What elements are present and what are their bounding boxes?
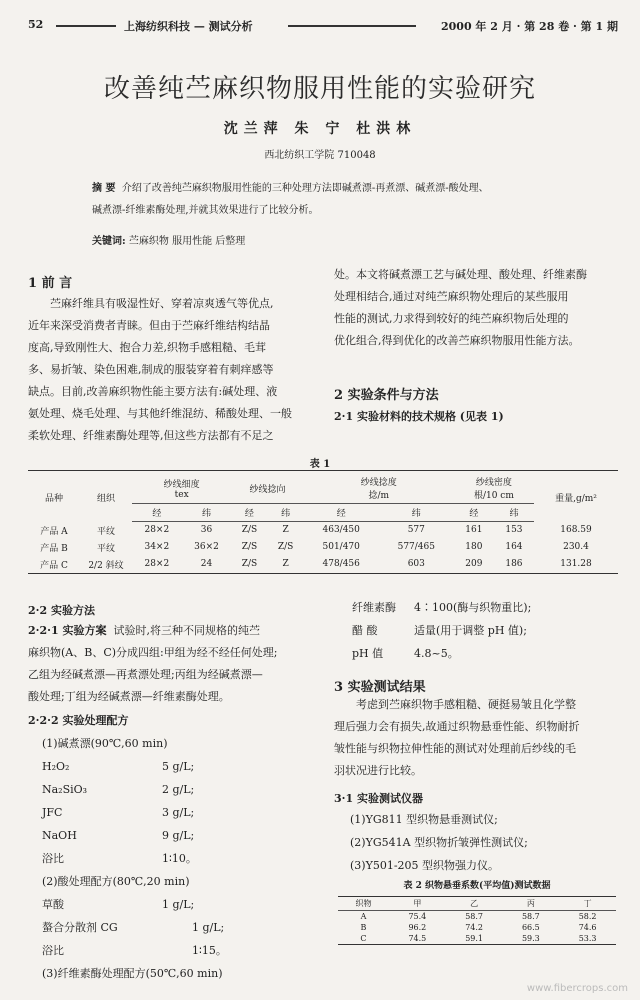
recipe-line	[352, 619, 622, 642]
recipe-title: (1)碱煮漂(90℃,60 min)	[42, 737, 168, 750]
table-cell: 28×2	[144, 559, 170, 569]
recipe-key: Na₂SiO₃	[42, 783, 88, 796]
table-cell: Z/S	[241, 525, 258, 536]
table-header: 纱线捻度 捻/m	[304, 473, 454, 504]
section-2-heading: 2 实验条件与方法	[334, 388, 439, 403]
recipe-value: 1∶15。	[192, 944, 227, 957]
table-cell: 603	[407, 559, 425, 569]
section-2-2-1-heading: 2·2·1 实验方案	[28, 624, 107, 637]
table-cell: Z	[282, 525, 289, 536]
table-cell: 153	[505, 525, 523, 536]
recipe-key: 醋 酸	[352, 624, 378, 637]
para-line: 试验时,将三种不同规格的纯苎	[113, 624, 260, 637]
section-3-heading: 3 实验测试结果	[334, 680, 426, 695]
table-row	[338, 911, 616, 923]
table-cell: Z/S	[241, 559, 258, 569]
section-3-1-heading: 3·1 实验测试仪器	[334, 792, 423, 805]
recipe-key: JFC	[42, 806, 63, 819]
table-cell: 平纹	[96, 543, 115, 554]
header-rule	[288, 25, 416, 27]
para-line: 近年来深受消费者青睐。但由于苎麻纤维结构结晶	[28, 319, 270, 332]
table-cell: 59.1	[465, 934, 483, 943]
recipe-value: 4∶100(酶与织物重比);	[414, 601, 532, 614]
table-cell: 478/456	[322, 559, 360, 569]
recipe-line	[42, 801, 302, 824]
recipe-key: 草酸	[42, 898, 64, 911]
table-cell: 463/450	[322, 525, 360, 536]
table-1	[28, 470, 618, 574]
table-cell: 74.5	[408, 934, 427, 943]
recipe-value: 1 g/L;	[162, 898, 195, 911]
page-number: 52	[28, 18, 44, 31]
table-cell: 2/2 斜纹	[88, 560, 124, 571]
table-cell: 577	[407, 525, 425, 536]
recipe-value: 3 g/L;	[162, 806, 195, 819]
recipe-value: 4.8~5。	[414, 647, 459, 660]
section-1-continued	[334, 264, 618, 352]
table-cell: 209	[465, 559, 483, 569]
table-subheader: 纬	[494, 504, 534, 522]
instrument-list	[350, 808, 620, 877]
table-cell: 66.5	[521, 923, 540, 932]
table-cell: 36	[200, 525, 213, 536]
recipe-value: 2 g/L;	[162, 783, 195, 796]
table-cell: 59.3	[521, 934, 540, 943]
keywords-text: 苎麻织物 服用性能 后整理	[128, 236, 246, 247]
table-cell: Z	[282, 559, 289, 569]
table-cell: 501/470	[322, 542, 360, 552]
watermark: www.fibercrops.com	[526, 983, 628, 994]
para-line: 皱性能与织物拉伸性能的测试对处理前后纱线的毛	[334, 742, 576, 755]
para-line: 羽状况进行比较。	[334, 764, 422, 777]
table-cell: B	[360, 923, 367, 932]
section-2-2-2-heading: 2·2·2 实验处理配方	[28, 714, 129, 727]
table-header: 纱线密度 根/10 cm	[454, 473, 534, 504]
table-header: 乙	[470, 899, 479, 908]
issue-info: 2000 年 2 月 · 第 28 卷 · 第 1 期	[440, 20, 618, 33]
recipe-line	[42, 778, 302, 801]
para-line: 苎麻纤维具有吸湿性好、穿着凉爽透气等优点,	[50, 297, 274, 310]
table-cell: 577/465	[397, 542, 435, 552]
recipe-key: NaOH	[42, 829, 77, 842]
list-item: (3)Y501-205 型织物强力仪。	[350, 859, 500, 872]
table-cell: 28×2	[144, 525, 170, 536]
para-line: 缺点。目前,改善麻织物性能主要方法有:碱处理、液	[28, 385, 278, 398]
table-cell: 168.59	[560, 525, 592, 535]
table-cell: 131.28	[560, 559, 592, 569]
table-subheader: 经	[132, 504, 182, 522]
recipe-value: 适量(用于调整 pH 值);	[414, 624, 527, 637]
table-cell: 58.7	[465, 912, 483, 921]
table-header: 甲	[413, 899, 422, 908]
table-header: 织物	[355, 899, 372, 908]
table-cell: Z/S	[277, 542, 294, 552]
table-cell: 58.7	[521, 912, 540, 921]
recipe-title: (3)纤维素酶处理配方(50℃,60 min)	[42, 967, 223, 980]
header-rule	[56, 25, 116, 27]
recipes	[42, 732, 302, 985]
table-row	[28, 539, 618, 556]
table-row	[338, 933, 616, 945]
table-header: 组织	[96, 493, 115, 504]
table-cell: 产品 A	[40, 526, 68, 537]
authors: 沈兰萍 朱 宁 杜洪林	[223, 121, 417, 137]
recipe-value: 5 g/L;	[162, 760, 195, 773]
table-cell: A	[360, 912, 367, 921]
para-line: 处。本文将碱煮漂工艺与碱处理、酸处理、纤维素酶	[334, 268, 587, 281]
para-line: 氨处理、烧毛处理、与其他纤维混纺、稀酸处理、一般	[28, 407, 292, 420]
table-cell: 24	[200, 559, 213, 569]
abstract-text: 碱煮漂-纤维素酶处理,并就其效果进行了比较分析。	[92, 205, 319, 216]
para-line: 麻织物(A、B、C)分成四组:甲组为经不经任何处理;	[28, 646, 278, 659]
table-header: 品种	[44, 493, 63, 504]
table-cell: C	[360, 934, 367, 943]
recipe-line	[42, 824, 302, 847]
para-line: 优化组合,得到优化的改善苎麻织物服用性能方法。	[334, 334, 580, 347]
table-subheader: 经	[454, 504, 494, 522]
running-header	[28, 18, 618, 38]
recipe-line	[352, 596, 622, 619]
list-item: (2)YG541A 型织物折皱弹性测试仪;	[350, 836, 528, 849]
table-row	[28, 556, 618, 574]
table-cell: 180	[465, 542, 483, 552]
table-header: 纱线细度 tex	[132, 473, 231, 504]
recipe-line	[42, 916, 302, 939]
section-1-body	[28, 293, 306, 447]
table-cell: 34×2	[144, 542, 170, 552]
section-1-heading: 1 前 言	[28, 276, 73, 291]
affiliation: 西北纺织工学院 710048	[264, 150, 376, 161]
para-line: 酸处理;丁组为经碱煮漂—纤维素酶处理。	[28, 690, 230, 703]
paper-title: 改善纯苎麻织物服用性能的实验研究	[103, 74, 536, 104]
recipe-key: 纤维素酶	[352, 601, 396, 614]
table-2	[338, 896, 616, 945]
table-1-caption: 表 1	[309, 459, 331, 470]
table-cell: 平纹	[96, 526, 115, 537]
recipe-line	[42, 893, 302, 916]
section-2-2-1-body	[28, 620, 306, 708]
recipe-key: pH 值	[352, 647, 384, 660]
table-cell: 74.2	[465, 923, 483, 932]
table-cell: 74.6	[578, 923, 597, 932]
recipe-line	[42, 847, 302, 870]
table-header: 丙	[526, 899, 535, 908]
recipe-key: H₂O₂	[42, 760, 70, 773]
para-line: 处理相结合,通过对纯苎麻织物处理后的某些服用	[334, 290, 569, 303]
para-line: 性能的测试,力求得到较好的纯苎麻织物后处理的	[334, 312, 569, 325]
table-header: 重量,g/m²	[555, 493, 597, 504]
table-cell: Z/S	[241, 542, 258, 552]
table-header: 丁	[583, 899, 592, 908]
recipe-key: 螯合分散剂 CG	[42, 921, 118, 934]
table-subheader: 经	[304, 504, 379, 522]
table-row	[338, 922, 616, 933]
table-row	[28, 522, 618, 539]
recipe-3-continued	[352, 596, 622, 665]
recipe-value: 1 g/L;	[192, 921, 225, 934]
abstract-text: 介绍了改善纯苎麻织物服用性能的三种处理方法即碱煮漂-再煮漂、碱煮漂-酸处理、	[121, 183, 489, 194]
table-cell: 186	[505, 559, 523, 569]
keywords-label: 关键词:	[92, 236, 126, 247]
table-cell: 230.4	[563, 542, 589, 552]
list-item: (1)YG811 型织物悬垂测试仪;	[350, 813, 498, 826]
recipe-value: 1∶10。	[162, 852, 197, 865]
table-subheader: 纬	[182, 504, 232, 522]
table-subheader: 纬	[267, 504, 303, 522]
table-cell: 96.2	[408, 923, 427, 932]
table-cell: 58.2	[578, 912, 597, 921]
para-line: 考虑到苎麻织物手感粗糙、硬挺易皱且化学整	[356, 698, 576, 711]
recipe-key: 浴比	[42, 852, 64, 865]
para-line: 柔软处理、纤维素酶处理等,但这些方法都有不足之	[28, 429, 274, 442]
table-2-caption: 表 2 织物悬垂系数(平均值)测试数据	[403, 881, 551, 891]
recipe-key: 浴比	[42, 944, 64, 957]
recipe-line	[42, 755, 302, 778]
recipe-value: 9 g/L;	[162, 829, 195, 842]
recipe-line	[352, 642, 622, 665]
table-cell: 75.4	[408, 912, 427, 921]
section-3-body	[334, 694, 618, 782]
table-cell: 53.3	[578, 934, 597, 943]
section-2-1-heading: 2·1 实验材料的技术规格 (见表 1)	[334, 410, 504, 423]
table-cell: 36×2	[194, 542, 219, 552]
table-cell: 产品 C	[40, 560, 68, 571]
keywords	[92, 232, 562, 247]
para-line: 乙组为经碱煮漂—再煮漂处理;丙组为经碱煮漂—	[28, 668, 263, 681]
abstract	[92, 178, 562, 222]
table-cell: 产品 B	[40, 543, 68, 554]
table-header: 纱线捻向	[231, 473, 303, 504]
table-cell: 161	[465, 525, 483, 536]
recipe-title: (2)酸处理配方(80℃,20 min)	[42, 875, 190, 888]
recipe-line	[42, 939, 302, 962]
journal-name: 上海纺织科技 — 测试分析	[124, 20, 253, 33]
para-line: 理后强力会有损失,故通过织物悬垂性能、织物耐折	[334, 720, 580, 733]
abstract-label: 摘 要	[92, 183, 116, 194]
table-cell: 164	[505, 542, 523, 552]
para-line: 多、易折皱、染色困难,制成的服装穿着有刺痒感等	[28, 363, 274, 376]
table-subheader: 纬	[379, 504, 454, 522]
section-2-2-heading: 2·2 实验方法	[28, 604, 95, 617]
para-line: 度高,导致刚性大、抱合力差,织物手感粗糙、毛茸	[28, 341, 266, 354]
table-subheader: 经	[231, 504, 267, 522]
